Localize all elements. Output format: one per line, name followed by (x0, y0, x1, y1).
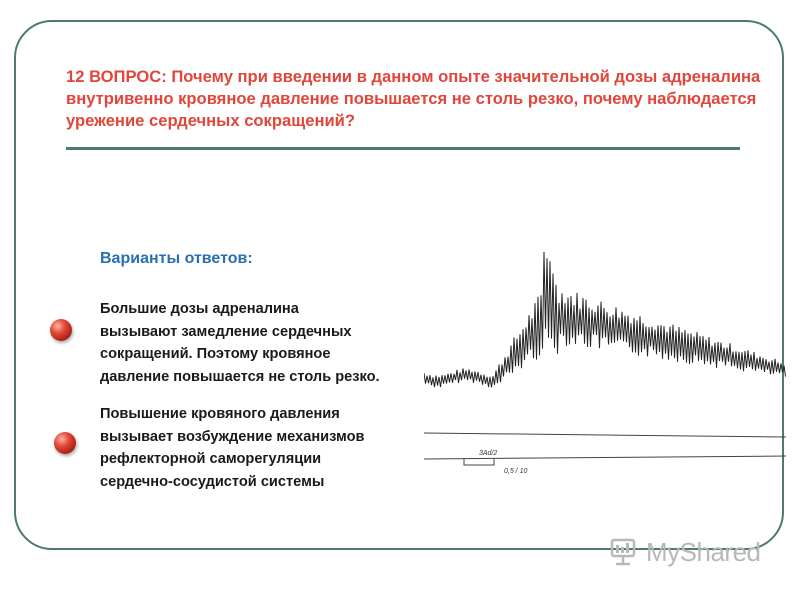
baseline-line (424, 433, 786, 437)
myshared-watermark (608, 532, 761, 572)
trace-label-bottom: 0,5 / 10 (504, 468, 528, 475)
answer-1-bullet-icon[interactable] (50, 319, 72, 341)
title-divider (66, 147, 740, 150)
answer-option-2[interactable]: Повышение кровяного давления вызывает возбуждение механизмов рефлекторной саморегуляции сердечно-сосудистой системы (100, 406, 365, 490)
answer-option-1[interactable]: Большие дозы адреналина вызывают замедление сердечных сокращений. Поэтому кровяное давление повышается не столь резко. (100, 301, 380, 385)
injection-marker (464, 459, 494, 465)
answer-2-bullet-icon[interactable] (54, 432, 76, 454)
watermark-text: MyShared (646, 536, 761, 567)
myshared-logo-icon (608, 536, 640, 568)
question-text: 12 ВОПРОС: Почему при введении в данном опыте значительной дозы адреналина внутривенно кровяное давление повышается не столь резко, почему наблюдается урежение сердечных сокращений? (66, 67, 761, 130)
blood-pressure-recording (424, 215, 786, 500)
answers-heading: Варианты ответов: (100, 250, 253, 267)
trace-label-top: 3Ad/2 (479, 450, 498, 457)
pressure-trace-line (424, 252, 786, 387)
